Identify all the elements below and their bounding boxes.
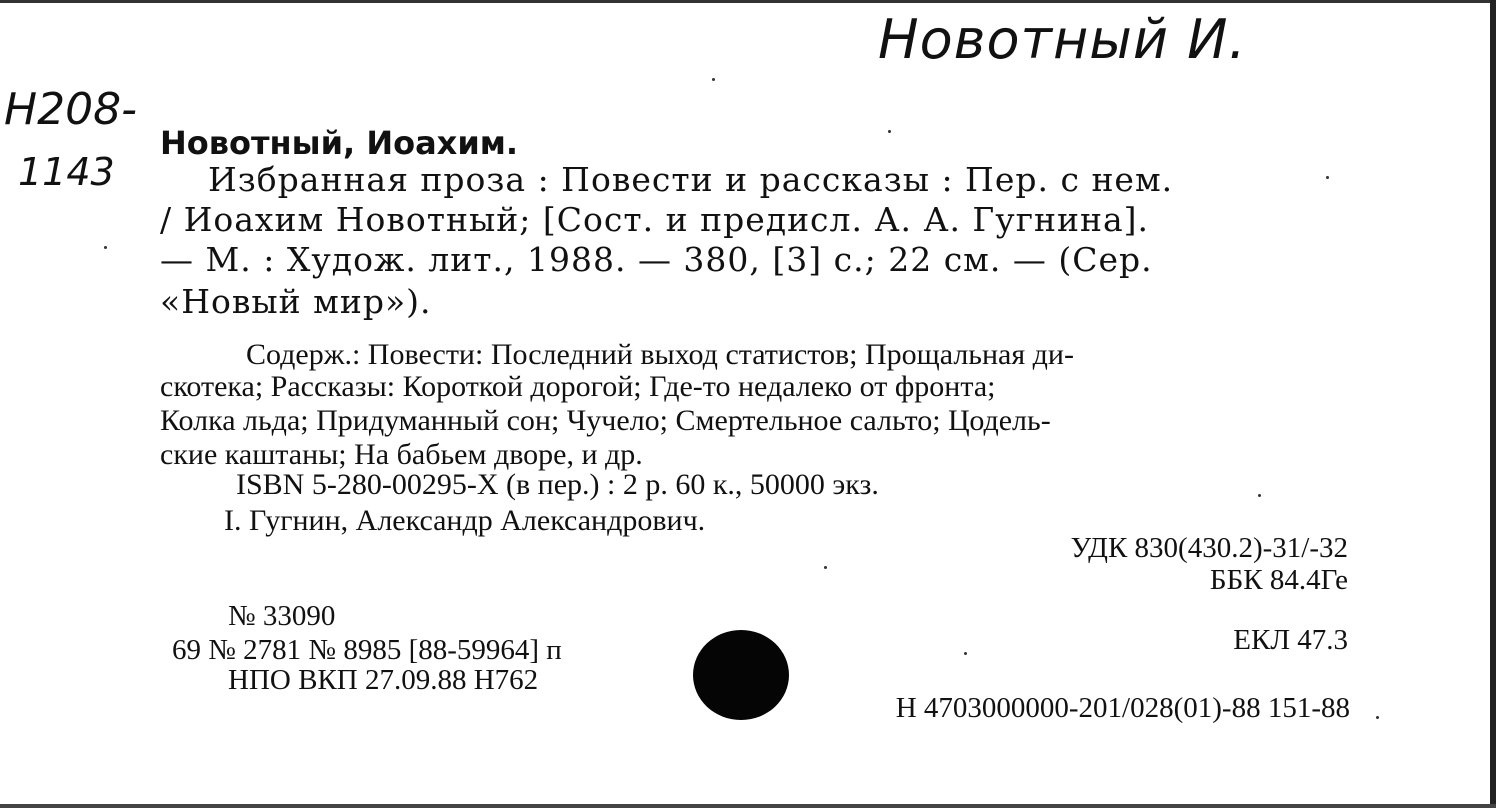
title-line: / Иоахим Новотный; [Сост. и предисл. А. А. Гугнина].	[160, 200, 1150, 239]
handwritten-author-note: Новотный И.	[878, 8, 1247, 71]
card-top-edge	[0, 0, 1496, 3]
isbn-line: ISBN 5-280-00295-X (в пер.) : 2 р. 60 к., 50000 экз.	[236, 468, 879, 501]
entry-heading: Новотный, Иоахим.	[160, 124, 519, 162]
bbk-code: ББК 84.4Ге	[1209, 564, 1348, 596]
footer-line-3: НПО ВКП 27.09.88 Н762	[228, 664, 539, 696]
speck	[104, 246, 107, 249]
contents-line: Колка льда; Придуманный сон; Чучело; Смертельное сальто; Цодель-	[160, 404, 1051, 437]
title-line: — М. : Худож. лит., 1988. — 380, [3] с.; 22 см. — (Сер.	[160, 240, 1153, 279]
speck	[1376, 716, 1379, 719]
udk-code: УДК 830(430.2)-31/-32	[1070, 532, 1348, 564]
footer-number: № 33090	[228, 600, 336, 632]
speck	[888, 130, 891, 133]
footer-code: Н 4703000000-201/028(01)-88 151-88	[895, 692, 1350, 724]
speck	[1326, 176, 1329, 179]
contents-line: скотека; Рассказы: Короткой дорогой; Где-то недалеко от фронта;	[160, 370, 996, 403]
title-line: «Новый мир»).	[160, 282, 432, 321]
contents-line: ские каштаны; На бабьем дворе, и др.	[160, 438, 643, 471]
ekl-code: ЕКЛ 47.3	[1233, 624, 1348, 656]
contents-line: Содерж.: Повести: Последний выход статистов; Прощальная ди-	[246, 338, 1074, 371]
handwritten-call-number-2: 1143	[18, 150, 115, 194]
footer-line-2: 69 № 2781 № 8985 [88-59964] п	[172, 634, 562, 666]
speck	[712, 78, 715, 81]
speck	[1258, 494, 1261, 497]
speck	[964, 652, 967, 655]
punch-hole	[693, 630, 789, 720]
speck	[824, 566, 827, 569]
handwritten-call-number-1: Н208-	[4, 84, 137, 135]
title-line: Избранная проза : Повести и рассказы : Пер. с нем.	[208, 160, 1174, 199]
card-right-edge	[1490, 0, 1496, 808]
added-entry: I. Гугнин, Александр Александрович.	[224, 504, 706, 537]
card-bottom-edge	[0, 804, 1496, 808]
